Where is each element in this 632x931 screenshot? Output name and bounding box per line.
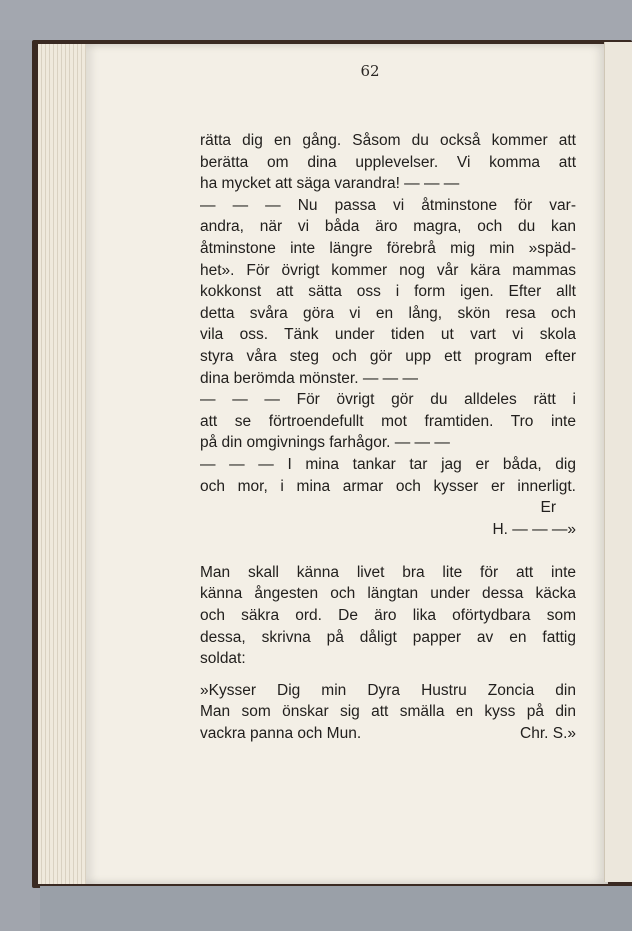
commentary-line: känna ångesten och längtan under dessa käcka	[200, 585, 576, 603]
text-line: kokkonst att sätta oss i form igen. Efter allt	[200, 283, 576, 301]
commentary-line: och säkra ord. De äro lika oförtydbara som	[200, 607, 576, 625]
page-number: 62	[360, 62, 380, 80]
letter-signature: H. — — —»	[492, 520, 576, 538]
text-line: — — — För övrigt gör du alldeles rätt i	[200, 391, 576, 409]
text-line: — — — Nu passa vi åtminstone för var-	[200, 196, 576, 214]
text-line: att se förtroendefullt mot framtiden. Tro inte	[200, 412, 576, 430]
text-line: dina berömda mönster. — — —	[200, 369, 418, 387]
quote-last-text: vackra panna och Mun.	[200, 725, 362, 743]
text-line: berätta om dina upplevelser. Vi komma att	[200, 153, 576, 171]
text-line: på din omgivnings farhågor. — — —	[200, 434, 450, 452]
next-page-edge	[604, 42, 632, 882]
page-text	[200, 130, 576, 745]
letter-closing: Er	[540, 499, 556, 517]
text-line: vila oss. Tänk under tiden ut vart vi skola	[200, 326, 576, 344]
scan-background	[0, 0, 632, 40]
scan-background-bottom	[40, 886, 632, 931]
commentary-line: dessa, skrivna på dåligt papper av en fattig	[200, 628, 576, 646]
quote-line: »Kysser Dig min Dyra Hustru Zoncia din	[200, 681, 576, 699]
text-line: — — — I mina tankar tar jag er båda, dig	[200, 455, 576, 473]
text-line: ha mycket att säga varandra! — — —	[200, 175, 460, 193]
text-line: styra våra steg och gör upp ett program efter	[200, 347, 576, 365]
commentary-line: soldat:	[200, 650, 246, 668]
text-line: het». För övrigt kommer nog vår kära mammas	[200, 261, 576, 279]
commentary-line: Man skall känna livet bra lite för att inte	[200, 563, 576, 581]
paragraph-gap	[200, 540, 576, 562]
paragraph-gap	[200, 670, 576, 680]
text-line: detta svåra göra vi en lång, skön resa och	[200, 304, 576, 322]
text-line: andra, när vi båda äro magra, och du kan	[200, 218, 576, 236]
text-line: och mor, i mina armar och kysser er innerligt.	[200, 477, 576, 495]
quote-line: Man som önskar sig att smälla en kyss på din	[200, 703, 576, 721]
text-line: åtminstone inte längre förebrå mig min »späd-	[200, 239, 576, 257]
quote-signature: Chr. S.»	[520, 725, 576, 743]
text-line: rätta dig en gång. Såsom du också kommer att	[200, 132, 576, 149]
quote-last-line	[200, 723, 576, 745]
